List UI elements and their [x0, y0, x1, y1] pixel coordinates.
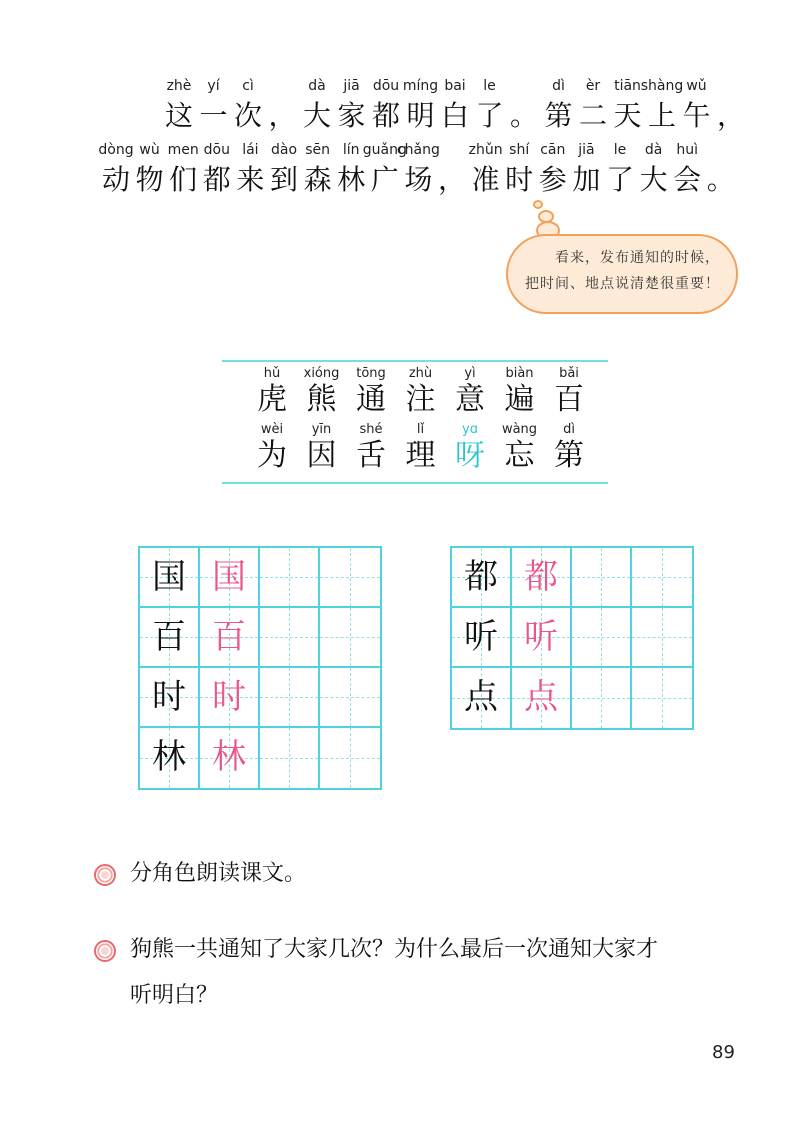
new-char-pinyin: dì: [563, 422, 575, 437]
bubble-line-2: 把时间、地点说清楚很重要！: [525, 276, 720, 292]
writing-cell: [140, 728, 200, 788]
pinyin: sēn: [305, 142, 330, 158]
trace-character: 都: [524, 557, 558, 597]
trace-character: 听: [524, 617, 558, 657]
hanzi: 上: [647, 99, 676, 132]
hanzi: 二: [578, 99, 607, 132]
hanzi: 一: [199, 99, 228, 132]
pinyin: le: [613, 142, 627, 158]
question-1-text: 分角色朗读课文。: [130, 861, 307, 886]
writing-cell: [200, 668, 260, 728]
question-2-text-line-1: 狗熊一共通知了大家几次？为什么最后一次通知大家才: [130, 937, 659, 962]
hanzi: 物: [135, 163, 164, 196]
trace-character: 百: [212, 617, 246, 657]
page-number: 89: [712, 1042, 735, 1063]
writing-cell: [320, 608, 380, 668]
writing-cell: [200, 548, 260, 608]
hanzi: 时: [505, 163, 534, 196]
bubble-dot-small: [533, 200, 543, 209]
hanzi: 了: [605, 163, 634, 196]
question-2-text-line-2: 听明白？: [130, 983, 219, 1008]
pinyin: men: [167, 142, 199, 158]
new-char-hanzi: 第: [554, 438, 584, 473]
writing-cell: [320, 548, 380, 608]
hanzi: ，: [437, 163, 466, 196]
hanzi: 场: [404, 163, 433, 196]
hanzi: 会: [673, 163, 702, 196]
hanzi: 午: [682, 99, 711, 132]
top-rule: [222, 360, 608, 362]
pinyin: chǎng: [396, 142, 440, 158]
hanzi: 到: [269, 163, 298, 196]
pinyin: wù: [139, 142, 160, 158]
pinyin: cān: [540, 142, 566, 158]
new-char-hanzi: 通: [356, 382, 386, 417]
pinyin: le: [483, 78, 496, 94]
writing-cell: [452, 668, 512, 728]
trace-character: 林: [212, 737, 246, 777]
model-character: 听: [464, 617, 498, 657]
hanzi: 天: [613, 99, 642, 132]
hanzi: 都: [202, 163, 231, 196]
bubble-line-1: 看来，发布通知的时候，: [555, 250, 720, 266]
writing-cell: [512, 668, 572, 728]
writing-cell: [512, 548, 572, 608]
pinyin: èr: [585, 78, 601, 94]
new-char-hanzi: 呀: [455, 438, 485, 473]
pinyin: lái: [242, 142, 259, 158]
pinyin: dòng: [98, 142, 134, 158]
new-char-hanzi: 因: [306, 438, 337, 473]
flower-bullet-icon: [94, 940, 116, 962]
new-char-hanzi: 忘: [504, 438, 535, 473]
new-char-pinyin: bǎi: [559, 366, 579, 381]
model-character: 点: [464, 677, 498, 717]
model-character: 时: [152, 677, 186, 717]
new-char-hanzi: 为: [257, 438, 287, 473]
trace-character: 国: [212, 557, 246, 597]
hanzi: 们: [169, 163, 198, 196]
writing-cell: [260, 668, 320, 728]
pinyin: shí: [509, 142, 530, 158]
new-char-pinyin: hǔ: [263, 366, 281, 381]
pinyin: dōu: [372, 78, 400, 94]
hanzi: 来: [236, 163, 265, 196]
new-char-pinyin: wàng: [501, 422, 538, 437]
pinyin: shàng: [640, 78, 684, 94]
writing-cell: [632, 668, 692, 728]
new-char-pinyin: xióng: [303, 366, 340, 381]
hanzi: 。: [509, 99, 538, 132]
hanzi: ，: [268, 99, 297, 132]
hanzi: 大: [302, 99, 331, 132]
new-char-hanzi: 虎: [257, 382, 287, 417]
pinyin: cì: [242, 78, 254, 94]
model-character: 林: [152, 737, 186, 777]
hanzi: 大: [639, 163, 668, 196]
writing-cell: [452, 608, 512, 668]
new-char: [546, 422, 592, 480]
writing-cell: [572, 668, 632, 728]
new-char-pinyin: yì: [464, 366, 476, 381]
writing-cell: [572, 548, 632, 608]
pinyin: wǔ: [686, 78, 707, 94]
new-char-hanzi: 百: [554, 382, 584, 417]
pinyin: lín: [342, 142, 360, 158]
new-char-hanzi: 熊: [306, 382, 337, 417]
new-char-pinyin: lǐ: [416, 422, 425, 437]
new-char: [546, 366, 592, 424]
hanzi: 白: [440, 99, 469, 132]
pinyin: dà: [308, 78, 326, 94]
new-char-pinyin: yīn: [311, 422, 332, 437]
new-char-pinyin: tōng: [356, 366, 386, 381]
pinyin: zhǔn: [468, 142, 503, 158]
writing-cell: [632, 608, 692, 668]
writing-cell: [140, 548, 200, 608]
writing-cell: [512, 608, 572, 668]
pinyin: jiā: [343, 78, 360, 94]
new-char-pinyin: zhù: [408, 366, 433, 381]
writing-cell: [452, 548, 512, 608]
hanzi: ，: [716, 99, 745, 132]
hanzi: 都: [371, 99, 400, 132]
pinyin: dì: [552, 78, 565, 94]
trace-character: 点: [524, 677, 558, 717]
hanzi: 广: [370, 163, 399, 196]
new-char-pinyin: yɑ: [462, 422, 478, 437]
hanzi: 明: [406, 99, 435, 132]
writing-grid-right: [450, 546, 694, 730]
hanzi: 动: [101, 163, 130, 196]
hanzi: 林: [337, 163, 366, 196]
story-char: [698, 142, 744, 212]
writing-cell: [260, 728, 320, 788]
model-character: 都: [464, 557, 498, 597]
writing-cell: [200, 728, 260, 788]
thought-bubble: [506, 234, 738, 314]
trace-character: 时: [212, 677, 246, 717]
hanzi: 森: [303, 163, 332, 196]
writing-cell: [320, 668, 380, 728]
pinyin: dōu: [203, 142, 230, 158]
pinyin: dà: [644, 142, 663, 158]
pinyin: yí: [207, 78, 220, 94]
new-char-pinyin: shé: [359, 422, 383, 437]
pinyin: jiā: [578, 142, 595, 158]
model-character: 百: [152, 617, 186, 657]
hanzi: 加: [572, 163, 601, 196]
hanzi: 。: [706, 163, 735, 196]
hanzi: 第: [544, 99, 573, 132]
hanzi: 准: [471, 163, 500, 196]
pinyin: dào: [270, 142, 298, 158]
writing-cell: [260, 548, 320, 608]
writing-cell: [140, 668, 200, 728]
writing-cell: [572, 608, 632, 668]
story-char: [708, 78, 754, 148]
flower-bullet-icon: [94, 864, 116, 886]
writing-cell: [320, 728, 380, 788]
writing-cell: [260, 608, 320, 668]
pinyin: huì: [676, 142, 698, 158]
new-char-pinyin: biàn: [505, 366, 534, 381]
pinyin: tiān: [614, 78, 641, 94]
bottom-rule: [222, 482, 608, 484]
writing-cell: [200, 608, 260, 668]
writing-cell: [632, 548, 692, 608]
pinyin: bai: [444, 78, 466, 94]
new-char-pinyin: wèi: [260, 422, 284, 437]
new-char-hanzi: 理: [405, 438, 436, 473]
writing-grid-left: [138, 546, 382, 790]
hanzi: 次: [233, 99, 262, 132]
pinyin: míng: [402, 78, 439, 94]
hanzi: 了: [475, 99, 504, 132]
pinyin: zhè: [166, 78, 192, 94]
new-char-hanzi: 注: [405, 382, 436, 417]
writing-cell: [140, 608, 200, 668]
hanzi: 家: [337, 99, 366, 132]
new-char-hanzi: 遍: [504, 382, 535, 417]
new-char-hanzi: 舌: [356, 438, 386, 473]
model-character: 国: [152, 557, 186, 597]
new-char-hanzi: 意: [455, 382, 485, 417]
pinyin: guǎng: [362, 142, 407, 158]
hanzi: 这: [164, 99, 193, 132]
hanzi: 参: [538, 163, 567, 196]
